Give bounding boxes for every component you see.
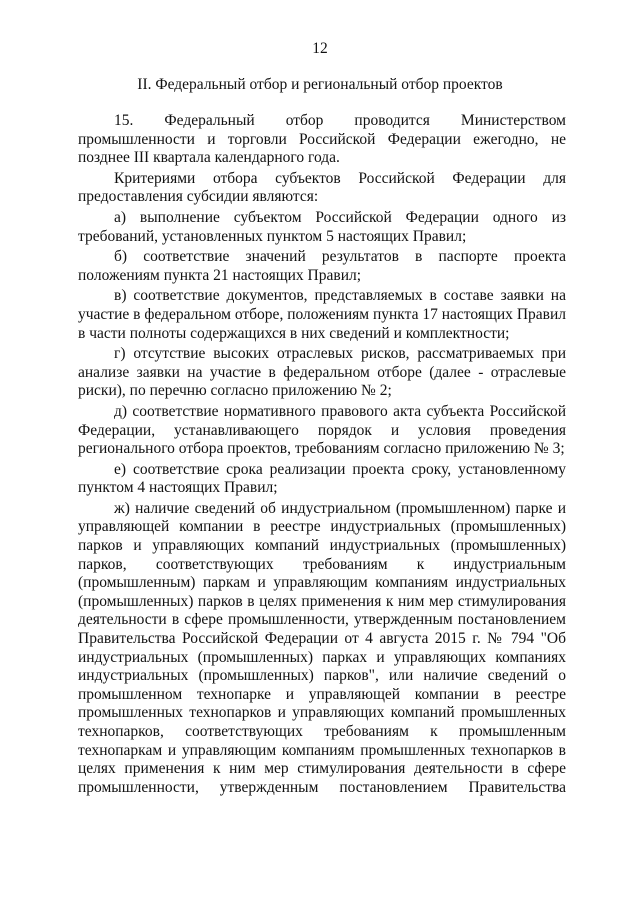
paragraph-criterion-a: а) выполнение субъектом Российской Федерации одного из требований, установленных пунктом 5 настоящих Правил; bbox=[78, 208, 566, 245]
paragraph-criterion-g: г) отсутствие высоких отраслевых рисков, рассматриваемых при анализе заявки на участие в федеральном отборе (далее - отраслевые риски), по перечню согласно приложению № 2; bbox=[78, 345, 566, 400]
page-number: 12 bbox=[312, 40, 328, 57]
section-title: II. Федеральный отбор и региональный отбор проектов bbox=[137, 76, 503, 93]
paragraph-15: 15. Федеральный отбор проводится Министерством промышленности и торговли Российской Федерации ежегодно, не позднее III квартала календарного года. bbox=[78, 112, 566, 167]
document-body bbox=[78, 112, 566, 797]
paragraph-criterion-b: б) соответствие значений результатов в паспорте проекта положениям пункта 21 настоящих Правил; bbox=[78, 248, 566, 284]
paragraph-criterion-zh: ж) наличие сведений об индустриальном (промышленном) парке и управляющей компании в реестре индустриальных (промышленных) парков и управляющих компаний индустриальных (промышленных) парков, соответствующих требованиям к индустриальным (промышленным) паркам и управляющим компаниям индустриальных (промышленных) парков в целях применения к ним мер стимулирования деятельности в сфере промышленности, утвержденным постановлением Правительства Российской Федерации от 4 августа 2015 г. № 794 "Об индустриальных (промышленных) парках и управляющих компаниях индустриальных (промышленных) парков", или наличие сведений о промышленном технопарке и управляющей компании в реестре промышленных технопарков и управляющих компаний промышленных технопарков, соответствующих требованиям к промышленным технопаркам и управляющим компаниям промышленных технопарков в целях применения к ним мер стимулирования деятельности в сфере промышленности, утвержденным постановлением Правительства bbox=[78, 499, 566, 796]
paragraph-criteria-intro: Критериями отбора субъектов Российской Федерации для предоставления субсидии являются: bbox=[78, 169, 566, 206]
paragraph-criterion-v: в) соответствие документов, представляемых в составе заявки на участие в федеральном отборе, положениям пункта 17 настоящих Правил в части полноты содержащихся в них сведений и комплектности; bbox=[78, 287, 566, 342]
paragraph-criterion-d: д) соответствие нормативного правового акта субъекта Российской Федерации, устанавливающего порядок и условия проведения регионального отбора проектов, требованиям согласно приложению № 3; bbox=[78, 402, 566, 458]
paragraph-criterion-e: е) соответствие срока реализации проекта сроку, установленному пунктом 4 настоящих Правил; bbox=[78, 460, 566, 497]
